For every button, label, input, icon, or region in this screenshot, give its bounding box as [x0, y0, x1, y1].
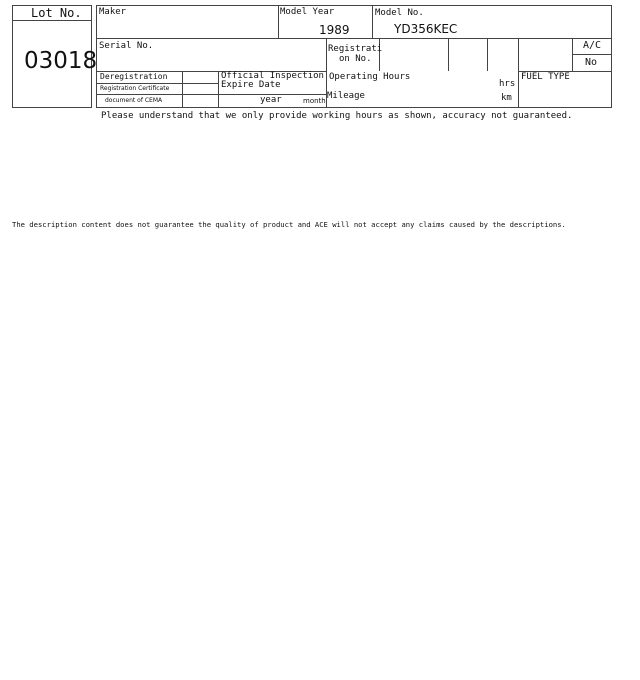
col-reg-end [379, 38, 380, 71]
operating-hours-label: Operating Hours [329, 72, 411, 82]
lot-divider [12, 20, 92, 21]
col-cell-3 [487, 38, 488, 71]
model-no-value: YD356KEC [394, 22, 458, 36]
doc-divider-2 [96, 94, 218, 95]
row-divider-1 [96, 38, 612, 39]
serial-no-label: Serial No. [99, 41, 154, 51]
registration-no-label-1: Registrati [328, 44, 383, 54]
inspection-label-2: Expire Date [221, 80, 281, 90]
col-ac-start [572, 38, 573, 71]
inspection-year-label: year [260, 95, 282, 105]
fuel-type-label: FUEL TYPE [521, 72, 570, 82]
accuracy-note: Please understand that we only provide working hours as shown, accuracy not guaranteed. [101, 111, 573, 121]
inspection-label-1: Official Inspection [221, 71, 324, 81]
col-cell-2 [448, 38, 449, 71]
maker-label: Maker [99, 7, 127, 17]
ac-value: No [585, 57, 598, 68]
col-maker-end [278, 5, 279, 38]
operating-hours-unit: hrs [499, 79, 516, 89]
col-doc-check [182, 71, 183, 108]
ac-label: A/C [583, 40, 602, 51]
model-year-value: 1989 [319, 23, 350, 37]
doc-divider-1 [96, 83, 218, 84]
col-year-end [372, 5, 373, 38]
registration-certificate-label: Registration Certificate [100, 85, 170, 92]
cema-document-label: document of CEMA [105, 97, 163, 104]
model-year-label: Model Year [280, 7, 335, 17]
mileage-unit: km [501, 93, 512, 103]
registration-no-label-2: on No. [339, 54, 372, 64]
col-fuel-start [518, 38, 519, 108]
col-inspection-start [218, 71, 219, 108]
model-no-label: Model No. [375, 8, 424, 18]
lot-number: 03018 [24, 48, 98, 74]
lot-label: Lot No. [31, 6, 82, 20]
ac-divider-1 [572, 54, 612, 55]
deregistration-label: Deregistration [100, 72, 168, 81]
inspection-month-label: month [303, 97, 326, 105]
mileage-label: Mileage [327, 91, 365, 101]
disclaimer-note: The description content does not guarantee the quality of product and ACE will not accept any claims caused by the descriptions. [12, 220, 566, 229]
